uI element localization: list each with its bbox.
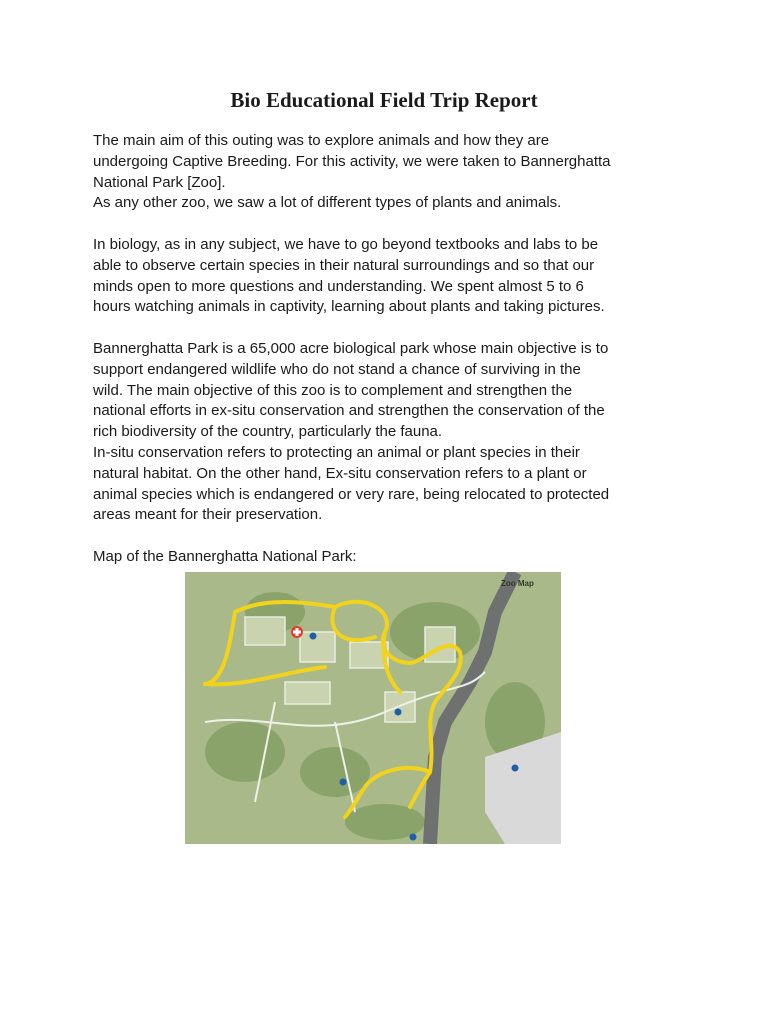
paragraph-line: hours watching animals in captivity, learning about plants and taking pictures. xyxy=(93,298,605,316)
map-caption: Map of the Bannerghatta National Park: xyxy=(93,547,357,565)
paragraph-line: able to observe certain species in their natural surroundings and so that our xyxy=(93,256,595,274)
paragraph-line: As any other zoo, we saw a lot of different types of plants and animals. xyxy=(93,194,562,212)
paragraph-line: natural habitat. On the other hand, Ex-situ conservation refers to a plant or xyxy=(93,464,587,482)
paragraph-line: support endangered wildlife who do not stand a chance of surviving in the xyxy=(93,360,581,378)
paragraph-line: minds open to more questions and understanding. We spent almost 5 to 6 xyxy=(93,277,584,295)
paragraph-line: The main aim of this outing was to explore animals and how they are xyxy=(93,132,550,149)
report-body xyxy=(93,131,683,568)
paragraph-line: In-situ conservation refers to protecting an animal or plant species in their xyxy=(93,443,580,461)
paragraph-line: undergoing Captive Breeding. For this activity, we were taken to Bannerghatta xyxy=(93,152,611,170)
paragraph-line: wild. The main objective of this zoo is to complement and strengthen the xyxy=(93,381,573,399)
map-heading: Zoo Map xyxy=(501,579,534,588)
paragraph-line: National Park [Zoo]. xyxy=(93,173,226,191)
paragraph-line: Bannerghatta Park is a 65,000 acre biological park whose main objective is to xyxy=(93,339,609,357)
paragraph-line: rich biodiversity of the country, particularly the fauna. xyxy=(93,423,443,441)
paragraph-line: In biology, as in any subject, we have to go beyond textbooks and labs to be xyxy=(93,235,599,253)
zoo-map-image xyxy=(185,572,561,844)
paragraph-line: areas meant for their preservation. xyxy=(93,506,323,524)
paragraph-line: animal species which is endangered or very rare, being relocated to protected xyxy=(93,485,610,503)
paragraph-line: national efforts in ex-situ conservation and strengthen the conservation of the xyxy=(93,402,605,420)
page-title: Bio Educational Field Trip Report xyxy=(230,88,538,112)
